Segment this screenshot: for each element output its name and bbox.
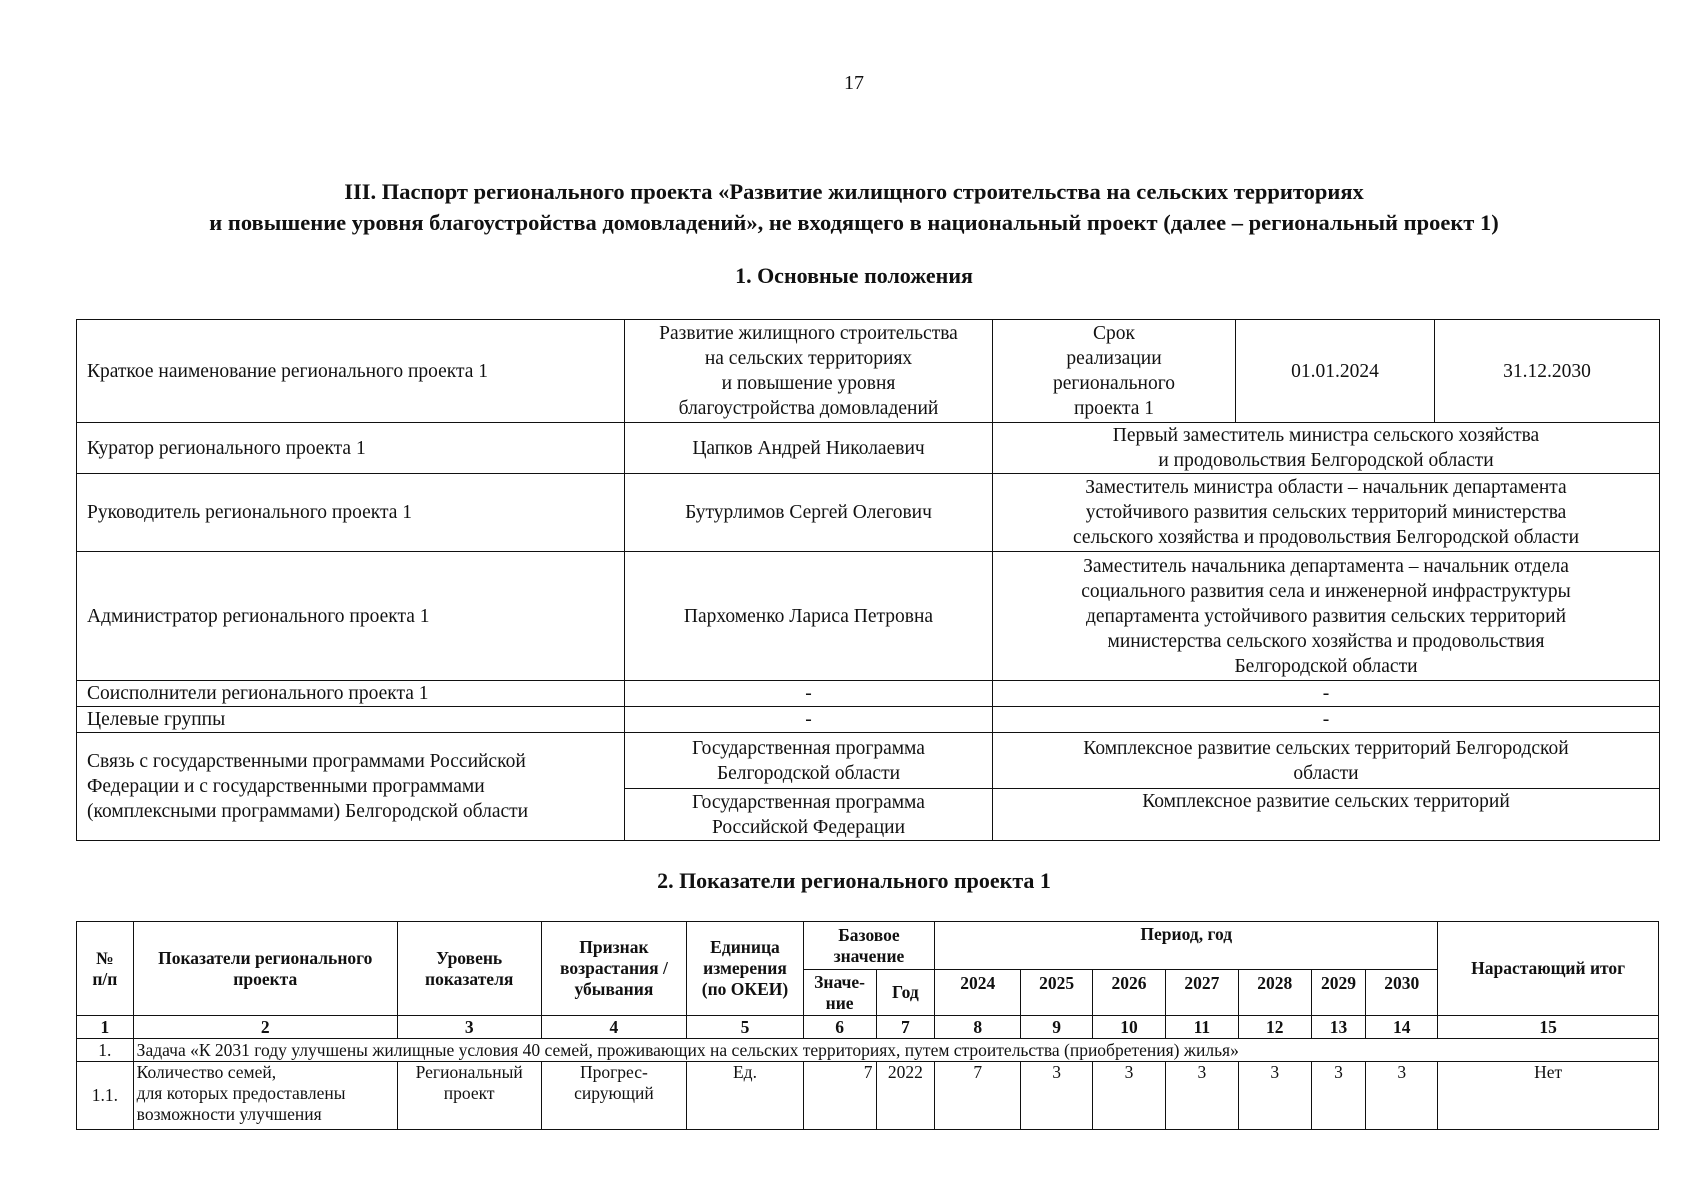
row-year-value: 3 — [1093, 1062, 1166, 1130]
document-title — [0, 176, 1708, 238]
column-number: 13 — [1311, 1016, 1366, 1039]
section-1-heading: 1. Основные положения — [735, 263, 973, 288]
target-groups-value-2: - — [993, 707, 1660, 733]
column-numbers-row — [77, 1016, 1659, 1039]
task-text: Задача «К 2031 году улучшены жилищные условия 40 семей, проживающих на сельских территориях, путем строительства (приобретения) жилья» — [133, 1039, 1658, 1062]
admin-name: Пархоменко Лариса Петровна — [625, 552, 993, 681]
row-head — [77, 474, 1660, 552]
indicators-header-row-1 — [77, 922, 1659, 970]
head-name: Бутурлимов Сергей Олегович — [625, 474, 993, 552]
header-indicator: Показатели регионального проекта — [133, 922, 397, 1016]
row-curator — [77, 423, 1660, 474]
column-number: 15 — [1438, 1016, 1659, 1039]
main-provisions-table — [76, 319, 1660, 841]
row-cumulative: Нет — [1438, 1062, 1659, 1130]
row-trend: Прогрес- сирующий — [541, 1062, 687, 1130]
task-no: 1. — [77, 1039, 134, 1062]
header-base-year: Год — [876, 970, 935, 1016]
header-year: 2029 — [1311, 970, 1366, 1016]
term-start: 01.01.2024 — [1236, 320, 1435, 423]
row-year-value: 3 — [1021, 1062, 1093, 1130]
program-links-label: Связь с государственными программами Российской Федерации и с государственными программами (комплексными программами) Белгородской области — [77, 733, 625, 841]
head-label: Руководитель регионального проекта 1 — [77, 474, 625, 552]
header-year: 2026 — [1093, 970, 1166, 1016]
row-base-year: 2022 — [876, 1062, 935, 1130]
header-year: 2025 — [1021, 970, 1093, 1016]
page-number: 17 — [844, 72, 864, 94]
header-year: 2030 — [1366, 970, 1438, 1016]
header-year: 2024 — [935, 970, 1021, 1016]
row-unit: Ед. — [687, 1062, 803, 1130]
short-name-label: Краткое наименование регионального проекта 1 — [77, 320, 625, 423]
header-base: Базовое значение — [803, 922, 935, 970]
column-number: 8 — [935, 1016, 1021, 1039]
row-program-link-1 — [77, 733, 1660, 789]
row-admin — [77, 552, 1660, 681]
column-number: 10 — [1093, 1016, 1166, 1039]
row-year-value: 3 — [1165, 1062, 1238, 1130]
program-type-regional: Государственная программа Белгородской области — [625, 733, 993, 789]
header-unit: Единица измерения (по ОКЕИ) — [687, 922, 803, 1016]
header-period: Период, год — [935, 922, 1438, 970]
term-label: Срок реализации регионального проекта 1 — [993, 320, 1236, 423]
row-year-value: 3 — [1366, 1062, 1438, 1130]
term-end: 31.12.2030 — [1435, 320, 1660, 423]
header-no: № п/п — [77, 922, 134, 1016]
row-no: 1.1. — [77, 1062, 134, 1130]
target-groups-label: Целевые группы — [77, 707, 625, 733]
table-row — [77, 1062, 1659, 1130]
admin-label: Администратор регионального проекта 1 — [77, 552, 625, 681]
column-number: 3 — [397, 1016, 541, 1039]
section-2-heading: 2. Показатели регионального проекта 1 — [657, 868, 1051, 893]
program-name-regional: Комплексное развитие сельских территорий Белгородской области — [993, 733, 1660, 789]
column-number: 5 — [687, 1016, 803, 1039]
coexecutors-value: - — [625, 681, 993, 707]
row-base-value: 7 — [803, 1062, 876, 1130]
row-target-groups — [77, 707, 1660, 733]
column-number: 12 — [1238, 1016, 1311, 1039]
row-year-value: 3 — [1311, 1062, 1366, 1130]
header-trend: Признак возрастания / убывания — [541, 922, 687, 1016]
column-number: 4 — [541, 1016, 687, 1039]
program-name-federal: Комплексное развитие сельских территорий — [993, 789, 1660, 841]
row-year-value: 3 — [1238, 1062, 1311, 1130]
row-indicator: Количество семей, для которых предоставлены возможности улучшения — [133, 1062, 397, 1130]
header-base-value: Значе- ние — [803, 970, 876, 1016]
column-number: 6 — [803, 1016, 876, 1039]
header-year: 2028 — [1238, 970, 1311, 1016]
column-number: 11 — [1165, 1016, 1238, 1039]
curator-position: Первый заместитель министра сельского хозяйства и продовольствия Белгородской области — [993, 423, 1660, 474]
admin-position: Заместитель начальника департамента – начальник отдела социального развития села и инженерной инфраструктуры департамента устойчивого развития сельских территорий министерства сельского хозяйства и продовольствия Белгородской области — [993, 552, 1660, 681]
head-position: Заместитель министра области – начальник департамента устойчивого развития сельских территорий министерства сельского хозяйства и продовольствия Белгородской области — [993, 474, 1660, 552]
curator-label: Куратор регионального проекта 1 — [77, 423, 625, 474]
row-level: Региональный проект — [397, 1062, 541, 1130]
program-type-federal: Государственная программа Российской Федерации — [625, 789, 993, 841]
coexecutors-value-2: - — [993, 681, 1660, 707]
header-level: Уровень показателя — [397, 922, 541, 1016]
coexecutors-label: Соисполнители регионального проекта 1 — [77, 681, 625, 707]
header-cumulative: Нарастающий итог — [1438, 922, 1659, 1016]
title-line-2: и повышение уровня благоустройства домовладений», не входящего в национальный проект (далее – региональный проект 1) — [209, 210, 1499, 235]
column-number: 2 — [133, 1016, 397, 1039]
indicators-table — [76, 921, 1659, 1130]
title-line-1: III. Паспорт регионального проекта «Развитие жилищного строительства на сельских территориях — [344, 179, 1364, 204]
column-number: 1 — [77, 1016, 134, 1039]
target-groups-value: - — [625, 707, 993, 733]
curator-name: Цапков Андрей Николаевич — [625, 423, 993, 474]
row-coexecutors — [77, 681, 1660, 707]
header-year: 2027 — [1165, 970, 1238, 1016]
column-number: 7 — [876, 1016, 935, 1039]
row-year-value: 7 — [935, 1062, 1021, 1130]
task-row — [77, 1039, 1659, 1062]
short-name-value: Развитие жилищного строительства на сельских территориях и повышение уровня благоустройства домовладений — [625, 320, 993, 423]
column-number: 9 — [1021, 1016, 1093, 1039]
column-number: 14 — [1366, 1016, 1438, 1039]
row-short-name — [77, 320, 1660, 423]
